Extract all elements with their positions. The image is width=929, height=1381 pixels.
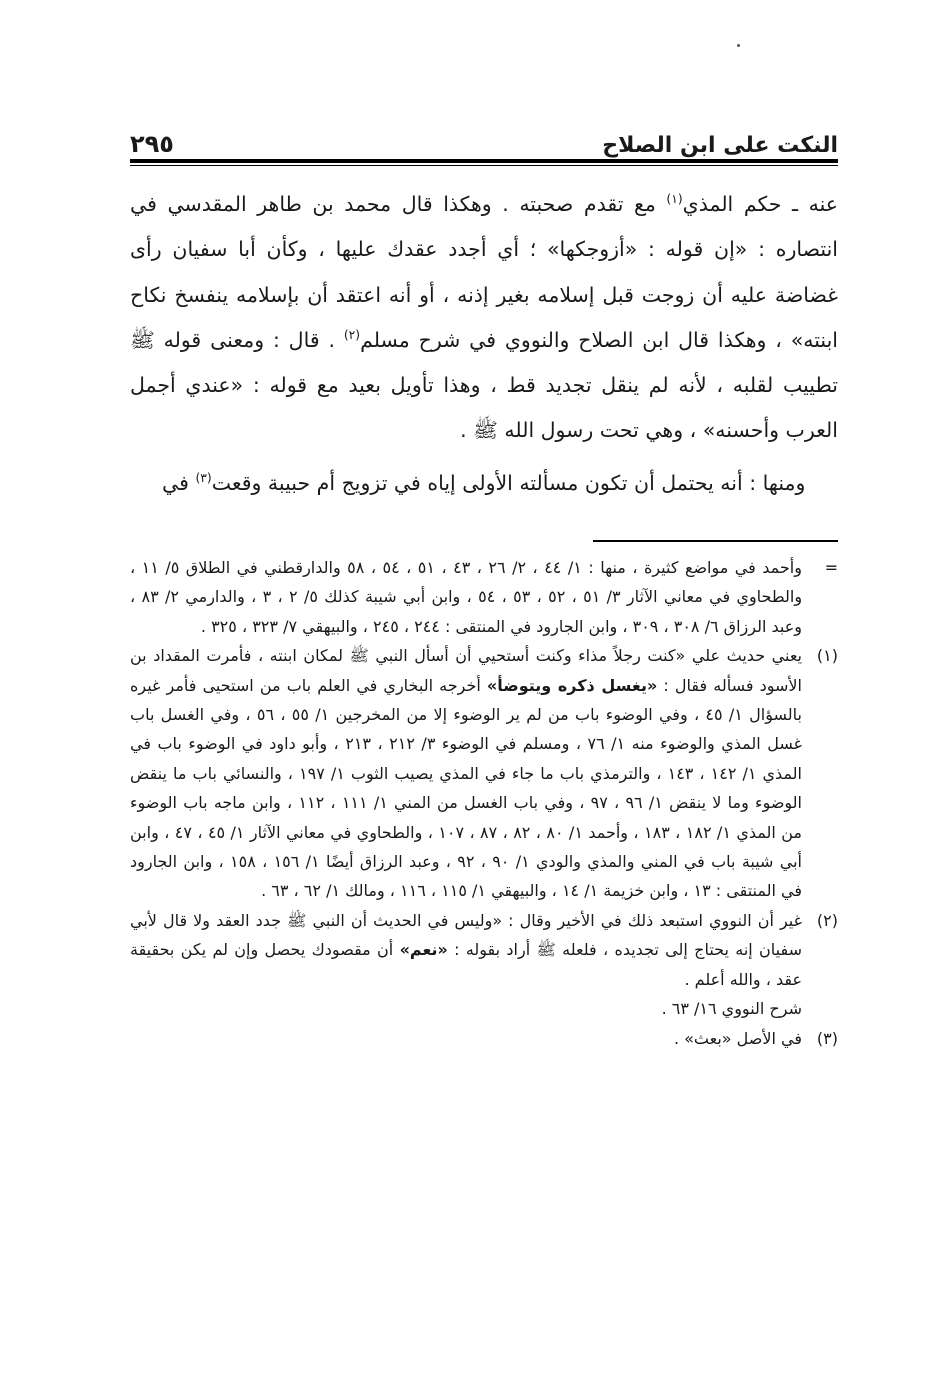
header-rule-thin xyxy=(130,165,838,166)
footnote-2-text xyxy=(130,906,802,994)
footnote-2-quote: «نعم» xyxy=(399,940,448,960)
footnote-1-hadith-quote: «يغسل ذكره ويتوضأ» xyxy=(486,675,658,695)
footnote-ref-1[interactable]: (١) xyxy=(666,192,683,207)
main-text xyxy=(130,182,838,506)
footnote-1-mark: (١) xyxy=(816,646,838,666)
footnote-3 xyxy=(130,1024,838,1053)
footnote-2-mark: (٢) xyxy=(816,910,838,930)
footnote-1-part-a: يعني حديث علي «كنت رجلاً مذاء وكنت أستحيي أن أسأل النبي ﷺ لمكان ابنته ، فأمرت المقداد بن الأسود فسأله فقال : xyxy=(130,646,802,695)
main-p2-part-b: في xyxy=(162,470,196,495)
footnote-continuation xyxy=(130,553,838,641)
speck-mark xyxy=(737,44,740,47)
footnote-1-text xyxy=(130,641,802,906)
main-p2-part-a: ومنها : أنه يحتمل أن تكون مسألته الأولى إياه في تزويج أم حبيبة وقعت xyxy=(211,470,806,495)
main-p1-part-a: عنه ـ حكم المذي xyxy=(682,192,838,216)
footnote-1-part-b: أخرجه البخاري في العلم باب من استحيى فأمر غيره بالسؤال ١/ ٤٥ ، وفي الوضوء باب من لم ير الوضوء إلا من المخرجين ١/ ٥٥ ، ٥٦ ، وفي الغسل باب غسل المذي والوضوء منه ١/ ٧٦ ، ومسلم في الوضوء ٣/ ٢١٢ ، ٢١٣ ، وأبو داود في الوضوء باب في المذي ١/ ١٤٢ ، ١٤٣ ، والترمذي باب ما جاء في المذي يصيب الثوب ١/ ١٩٧ ، والنسائي باب ما ينقض الوضوء وما لا ينقض ١/ ٩٦ ، ٩٧ ، وفي باب الغسل من المني ١/ ١١١ ، ١١٢ ، وابن ماجه باب الوضوء من المذي ١/ ١٨٢ ، ١٨٣ ، وأحمد ١/ ٨٠ ، ٨٢ ، ٨٧ ، ١٠٧ ، والطحاوي في معاني الآثار ١/ ٤٥ ، ٤٧ ، وابن أبي شيبة باب في المني والمذي والودي ١/ ٩٠ ، ٩٢ ، وعبد الرزاق أيضًا ١/ ١٥٦ ، ١٥٨ ، وابن الجارود في المنتقى : ١٣ ، وابن خزيمة ١/ ١٤ ، والبيهقي ١/ ١١٥ ، ١١٦ ، ومالك ١/ ٦٢ ، ٦٣ . xyxy=(130,675,803,901)
footnote-ref-3[interactable]: (٣) xyxy=(195,470,212,485)
main-paragraph-1 xyxy=(130,182,838,454)
footnote-2 xyxy=(130,906,838,1024)
footnotes xyxy=(130,553,838,1053)
continuation-text: وأحمد في مواضع كثيرة ، منها : ١/ ٤٤ ، ٢/ ٢٦ ، ٤٣ ، ٥١ ، ٥٤ ، ٥٨ والدارقطني في الطلاق ٥/ ١١ ، والطحاوي في معاني الآثار ٣/ ٥١ ، ٥٢ ، ٥٣ ، ٥٤ ، وابن أبي شيبة كذلك ٥/ ٢ ، ٣ ، والدارمي ٢/ ٨٣ ، وعبد الرزاق ٦/ ٣٠٨ ، ٣٠٩ ، وابن الجارود في المنتقى : ٢٤٤ ، ٢٤٥ ، والبيهقي ٧/ ٣٢٣ ، ٣٢٥ . xyxy=(130,558,803,636)
footnote-2-part-b: أن مقصودك يحصل وإن لم يكن بحقيقة عقد ، والله أعلم . xyxy=(130,940,802,989)
main-p1-part-b: مع تقدم صحبته . وهكذا قال محمد بن طاهر المقدسي في انتصاره : «إن قوله : «أزوجكها» ؛ أي أجدد عقدك عليها ، وكأن أبا سفيان رأى غضاضة عليه أن زوجت قبل إسلامه بغير إذنه ، أو أنه اعتقد أن بإسلامه ينفسخ نكاح ابنته» ، وهكذا قال ابن الصلاح والنووي في شرح مسلم xyxy=(130,192,838,352)
header-rule-thick xyxy=(130,159,838,163)
footnote-separator xyxy=(593,540,838,542)
footnote-1 xyxy=(130,641,838,906)
running-title: النكت على ابن الصلاح xyxy=(602,133,838,158)
footnote-3-mark: (٣) xyxy=(816,1028,838,1048)
main-paragraph-2 xyxy=(130,461,838,506)
footnote-2-reference: شرح النووي ١٦/ ٦٣ . xyxy=(661,999,802,1019)
page-number: ٢٩٥ xyxy=(130,130,174,158)
main-p1-part-c: . قال : ومعنى قوله ﷺ تطييب لقلبه ، لأنه لم ينقل تجديد قط ، وهذا تأويل بعيد مع قوله : «عندي أجمل العرب وأحسنه» ، وهي تحت رسول الله ﷺ . xyxy=(130,327,838,443)
footnote-3-text: في الأصل «بعث» . xyxy=(673,1028,802,1048)
footnote-ref-2[interactable]: (٢) xyxy=(343,328,361,343)
continuation-mark: = xyxy=(824,558,838,577)
page-header xyxy=(130,118,838,158)
footnote-2-part-a: غير أن النووي استبعد ذلك في الأخير وقال : «وليس في الحديث أن النبي ﷺ جدد العقد ولا قال لأبي سفيان إنه يحتاج إلى تجديده ، فلعله ﷺ أراد بقوله : xyxy=(130,910,802,960)
